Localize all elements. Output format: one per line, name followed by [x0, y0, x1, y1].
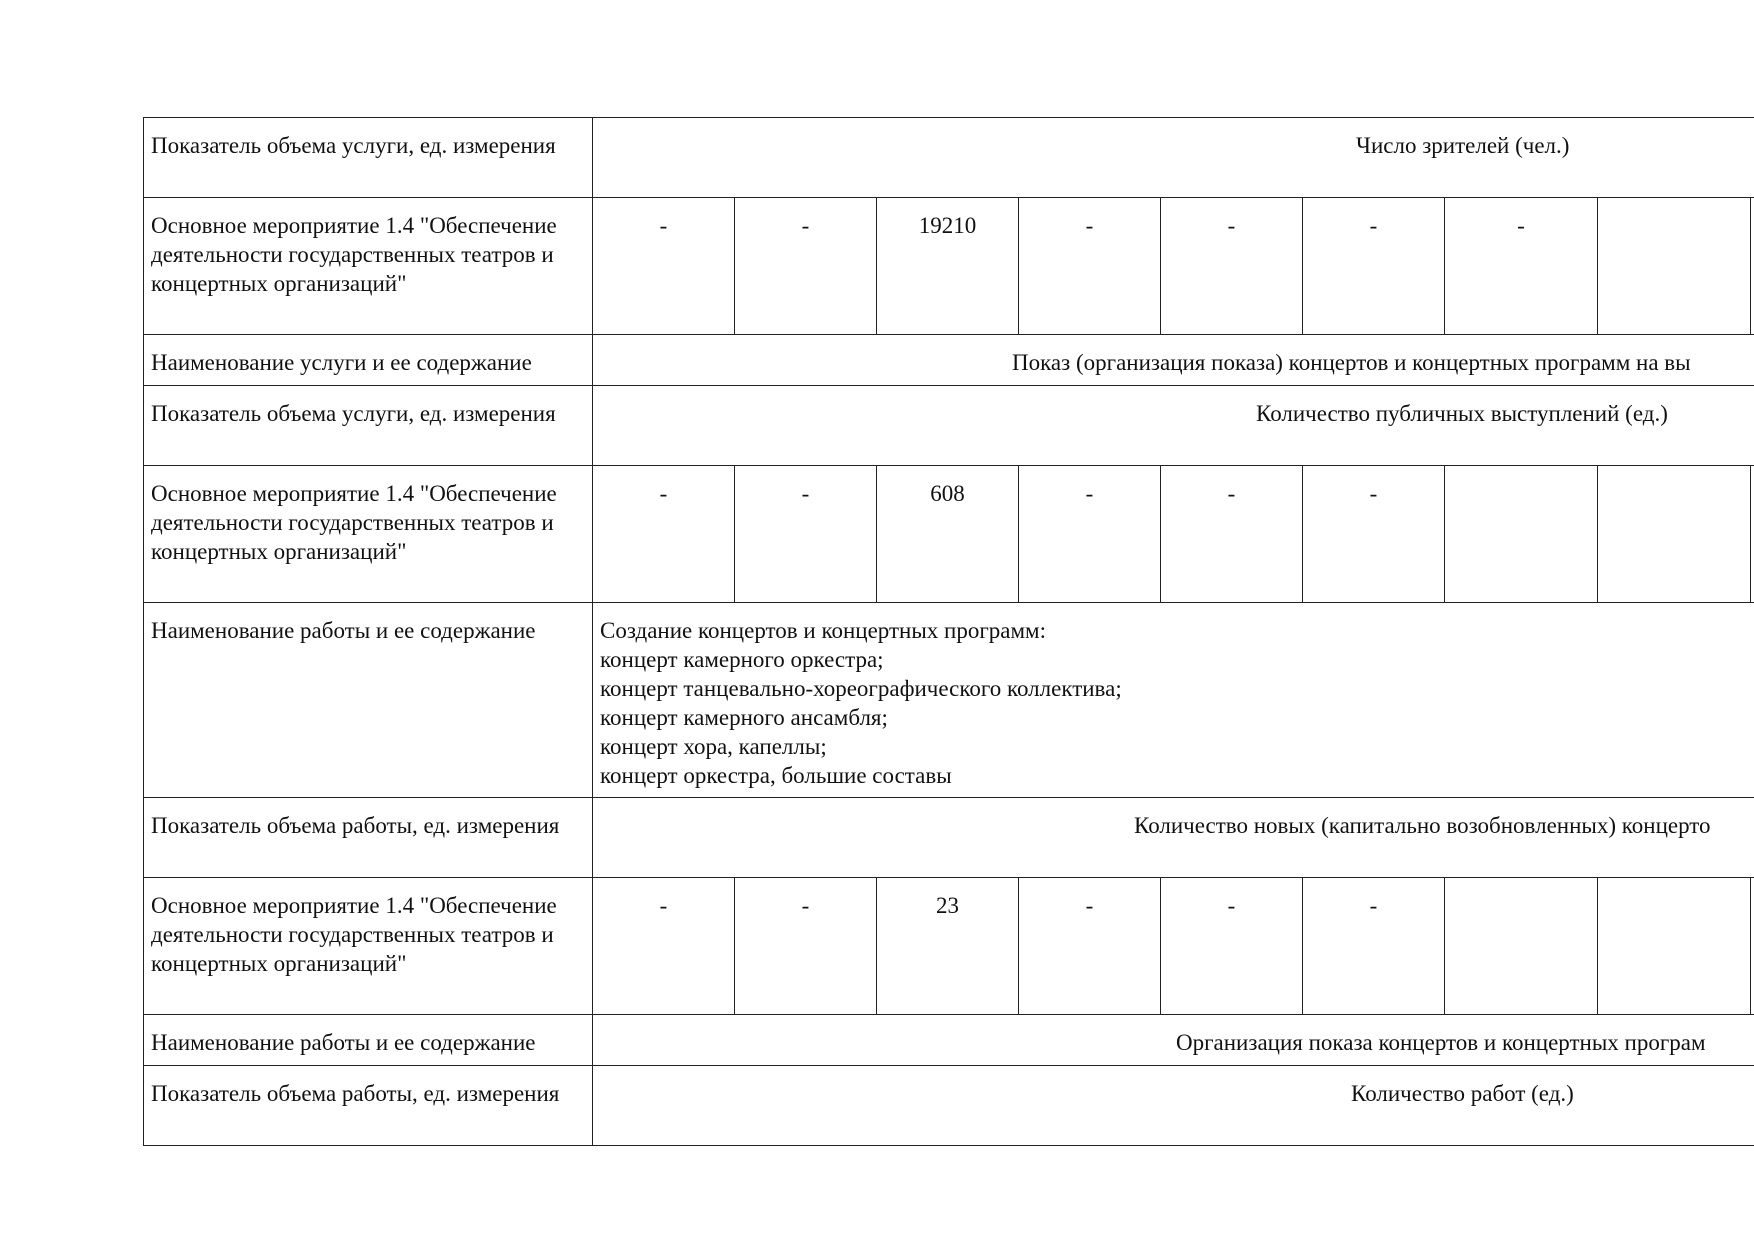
value-cell	[1445, 878, 1598, 1015]
service-description	[593, 335, 1754, 386]
indicator-text: Количество работ (ед.)	[1351, 1081, 1574, 1106]
work-volume-indicator	[593, 798, 1754, 878]
work-description-list	[593, 603, 1754, 798]
table-row	[144, 878, 1754, 1015]
list-item: концерт хора, капеллы;	[600, 734, 827, 759]
value-cell: -	[1445, 198, 1598, 335]
service-volume-indicator	[593, 118, 1754, 198]
row-label: Наименование работы и ее содержание	[144, 1015, 593, 1066]
value-cell: -	[593, 878, 735, 1015]
value-cell	[1751, 198, 1754, 335]
value-cell: -	[735, 878, 877, 1015]
table-row	[144, 798, 1754, 878]
row-label: Показатель объема услуги, ед. измерения	[144, 386, 593, 466]
row-label: Основное мероприятие 1.4 "Обеспечение деятельности государственных театров и концертных организаций"	[144, 198, 593, 335]
value-cell: 23	[877, 878, 1019, 1015]
value-cell: -	[593, 466, 735, 603]
row-label: Основное мероприятие 1.4 "Обеспечение деятельности государственных театров и концертных организаций"	[144, 466, 593, 603]
value-cell: -	[1161, 878, 1303, 1015]
indicator-text: Количество новых (капитально возобновленных) концерто	[1134, 813, 1711, 838]
value-cell	[1445, 466, 1598, 603]
table-row	[144, 118, 1754, 198]
value-cell: -	[1161, 466, 1303, 603]
value-cell: -	[1303, 466, 1445, 603]
list-item: концерт танцевально-хореографического коллектива;	[600, 676, 1122, 701]
indicator-text: Число зрителей (чел.)	[1356, 133, 1570, 158]
work-volume-indicator	[593, 1066, 1754, 1146]
work-description	[593, 1015, 1754, 1066]
value-cell: -	[735, 198, 877, 335]
service-volume-indicator	[593, 386, 1754, 466]
table-row	[144, 198, 1754, 335]
list-item: концерт оркестра, большие составы	[600, 763, 952, 788]
value-cell: -	[1303, 198, 1445, 335]
table-row	[144, 1015, 1754, 1066]
list-item: концерт камерного оркестра;	[600, 647, 884, 672]
row-label: Показатель объема работы, ед. измерения	[144, 798, 593, 878]
row-label: Основное мероприятие 1.4 "Обеспечение деятельности государственных театров и концертных организаций"	[144, 878, 593, 1015]
description-text: Показ (организация показа) концертов и концертных программ на вы	[1012, 350, 1691, 375]
value-cell: -	[1019, 466, 1161, 603]
value-cell: -	[1161, 198, 1303, 335]
table-row	[144, 386, 1754, 466]
value-cell	[1751, 466, 1754, 603]
table-row	[144, 466, 1754, 603]
row-label: Показатель объема работы, ед. измерения	[144, 1066, 593, 1146]
value-cell: 608	[877, 466, 1019, 603]
value-cell	[1598, 466, 1751, 603]
list-item: концерт камерного ансамбля;	[600, 705, 888, 730]
value-cell: -	[1303, 878, 1445, 1015]
value-cell: -	[735, 466, 877, 603]
table-row	[144, 1066, 1754, 1146]
indicator-text: Количество публичных выступлений (ед.)	[1256, 401, 1668, 426]
table-row	[144, 335, 1754, 386]
table-row	[144, 603, 1754, 798]
row-label: Наименование работы и ее содержание	[144, 603, 593, 798]
value-cell	[1598, 878, 1751, 1015]
description-text: Организация показа концертов и концертных програм	[1176, 1030, 1706, 1055]
row-label: Наименование услуги и ее содержание	[144, 335, 593, 386]
row-label: Показатель объема услуги, ед. измерения	[144, 118, 593, 198]
value-cell: -	[1019, 198, 1161, 335]
value-cell: -	[593, 198, 735, 335]
list-item: Создание концертов и концертных программ:	[600, 618, 1046, 643]
indicators-table	[143, 117, 1754, 1146]
value-cell: 19210	[877, 198, 1019, 335]
value-cell	[1598, 198, 1751, 335]
value-cell	[1751, 878, 1754, 1015]
value-cell: -	[1019, 878, 1161, 1015]
